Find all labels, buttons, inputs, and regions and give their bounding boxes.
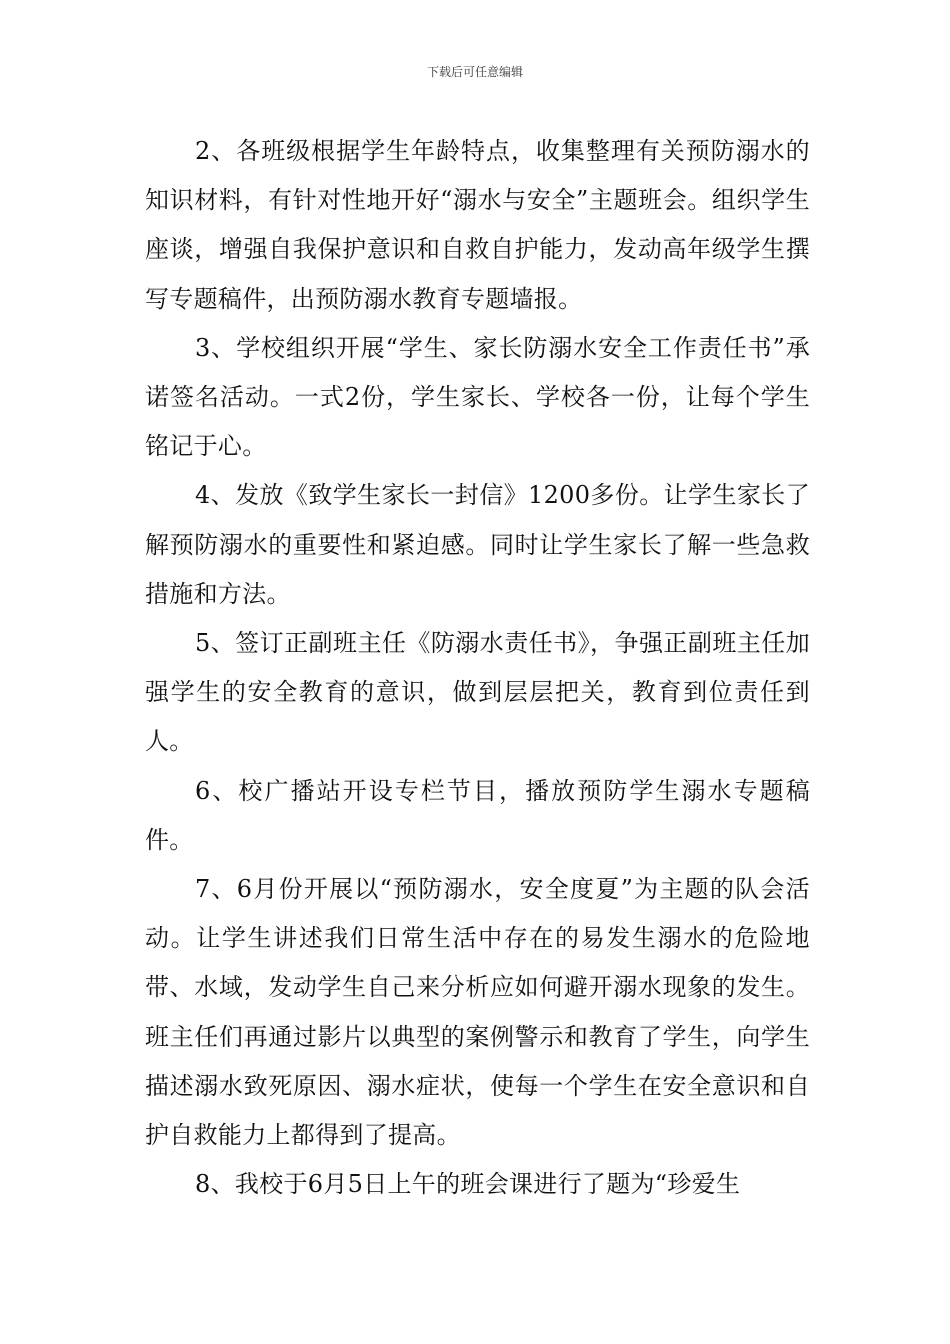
paragraph-item-6: 6、校广播站开设专栏节目，播放预防学生溺水专题稿件。 <box>145 776 810 854</box>
paragraph-item-2: 2、各班级根据学生年龄特点，收集整理有关预防溺水的知识材料，有针对性地开好“溺水与安全”主题班会。组织学生座谈，增强自我保护意识和自救自护能力，发动高年级学生撰写专题稿件，出预防溺水教育专题墙报。 <box>145 137 810 313</box>
paragraph-item-4: 4、发放《致学生家长一封信》1200多份。让学生家长了解预防溺水的重要性和紧迫感。同时让学生家长了解一些急救措施和方法。 <box>145 481 810 608</box>
paragraph-item-7: 7、6月份开展以“预防溺水，安全度夏”为主题的队会活动。让学生讲述我们日常生活中存在的易发生溺水的危险地带、水域，发动学生自己来分析应如何避开溺水现象的发生。班主任们再通过影片以典型的案例警示和教育了学生，向学生描述溺水致死原因、溺水症状，使每一个学生在安全意识和自护自救能力上都得到了提高。 <box>145 875 810 1150</box>
paragraph-item-8: 8、我校于6月5日上午的班会课进行了题为“珍爱生 <box>195 1170 741 1199</box>
page-header: 下载后可任意编辑 <box>426 65 523 79</box>
paragraph-item-5: 5、签订正副班主任《防溺水责任书》，争强正副班主任加强学生的安全教育的意识，做到层层把关，教育到位责任到人。 <box>145 629 810 756</box>
document-body <box>145 127 810 1209</box>
paragraph-item-3: 3、学校组织开展“学生、家长防溺水安全工作责任书”承诺签名活动。一式2份，学生家长、学校各一份，让每个学生铭记于心。 <box>145 333 810 461</box>
